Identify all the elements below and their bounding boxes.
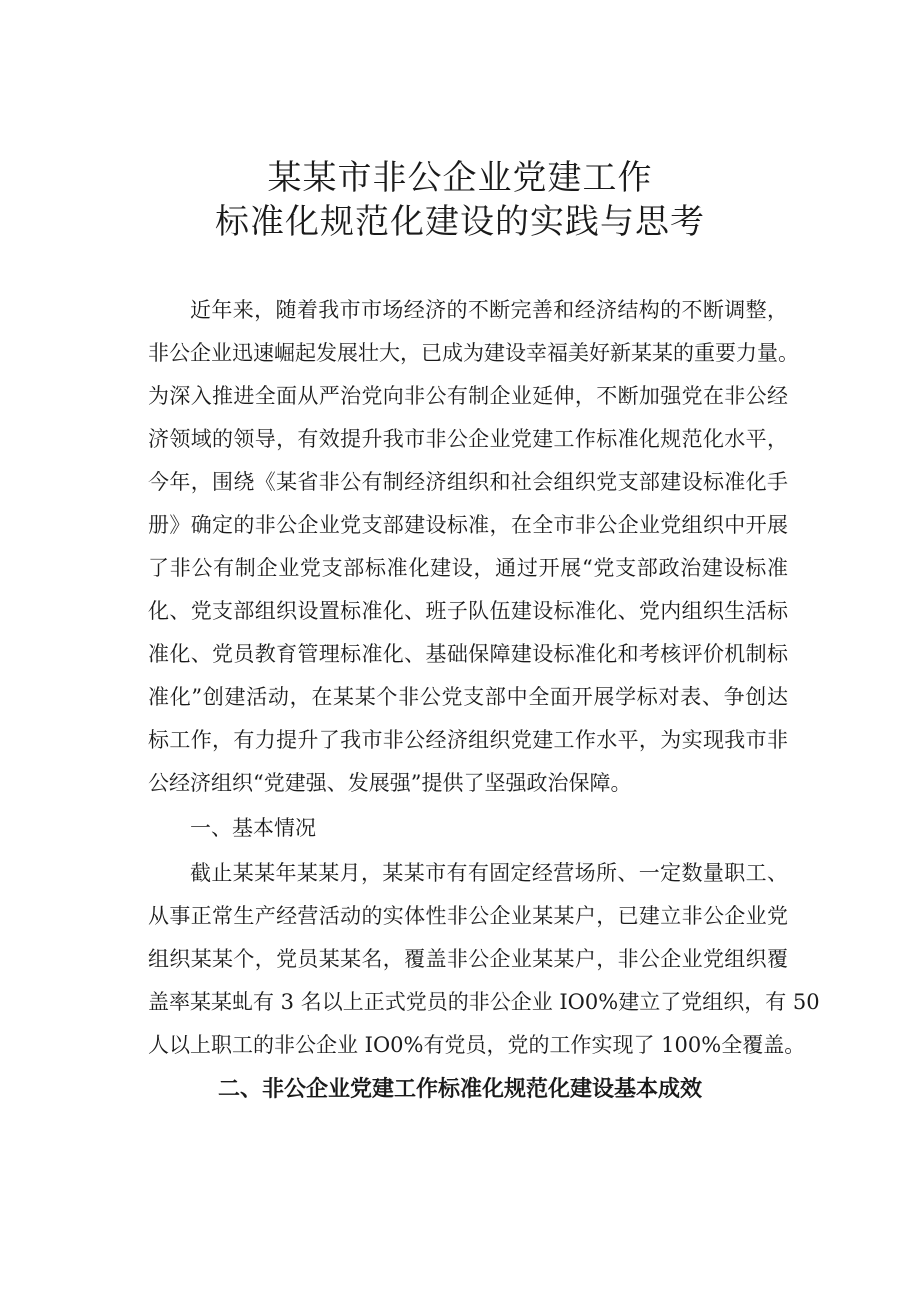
section-2-heading: 二、非公企业党建工作标准化规范化建设基本成效 — [217, 1077, 702, 1102]
paragraph-line: 截止某某年某某月，某某市有有固定经营场所、一定数量职工、 — [190, 861, 788, 885]
paragraph-line: 准化、党员教育管理标准化、基础保障建设标准化和考核评价机制标 — [148, 642, 788, 666]
paragraph-line: 化、党支部组织设置标准化、班子队伍建设标准化、党内组织生活标 — [148, 599, 788, 623]
paragraph-line: 公经济组织“党建强、发展强”提供了坚强政治保障。 — [148, 771, 632, 795]
paragraph-line: 人以上职工的非公企业 IO0%有党员，党的工作实现了 100%全覆盖。 — [148, 1033, 806, 1057]
paragraph-line: 准化”创建活动，在某某个非公党支部中全面开展学标对表、争创达 — [148, 685, 788, 709]
paragraph-line: 济领域的领导，有效提升我市非公企业党建工作标准化规范化水平， — [148, 427, 788, 451]
paragraph-line: 册》确定的非公企业党支部建设标准，在全市非公企业党组织中开展 — [148, 513, 788, 537]
paragraph-line: 组织某某个，党员某某名，覆盖非公企业某某户，非公企业党组织覆 — [148, 947, 788, 971]
paragraph-line: 近年来，随着我市市场经济的不断完善和经济结构的不断调整， — [190, 298, 788, 322]
document-title-line-1: 某某市非公企业党建工作 — [267, 158, 653, 198]
paragraph-line: 盖率某某虬有 3 名以上正式党员的非公企业 IO0%建立了党组织，有 50 — [148, 990, 820, 1014]
paragraph-line: 标工作，有力提升了我市非公经济组织党建工作水平，为实现我市非 — [148, 728, 788, 752]
paragraph-line: 今年，围绕《某省非公有制经济组织和社会组织党支部建设标准化手 — [148, 470, 788, 494]
document-title-line-2: 标准化规范化建设的实践与思考 — [215, 202, 705, 242]
section-1-heading: 一、基本情况 — [190, 816, 316, 840]
paragraph-line: 从事正常生产经营活动的实体性非公企业某某户，已建立非公企业党 — [148, 904, 788, 928]
paragraph-line: 为深入推进全面从严治党向非公有制企业延伸，不断加强党在非公经 — [148, 384, 788, 408]
paragraph-line: 了非公有制企业党支部标准化建设，通过开展“党支部政治建设标准 — [148, 556, 788, 580]
paragraph-line: 非公企业迅速崛起发展壮大，已成为建设幸福美好新某某的重要力量。 — [148, 341, 799, 365]
